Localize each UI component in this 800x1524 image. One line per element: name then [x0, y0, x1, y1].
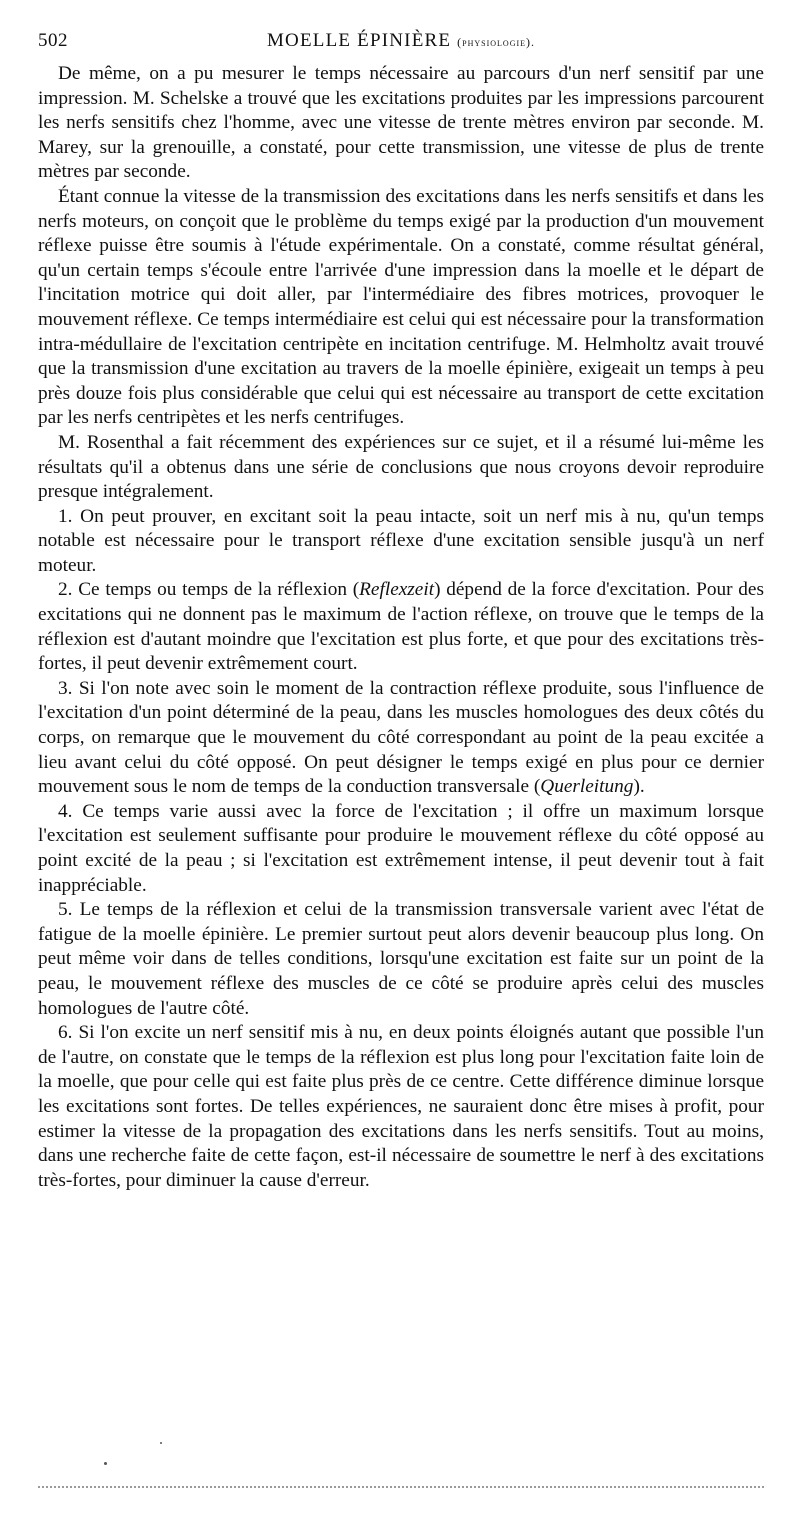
paragraph-reflex-time [38, 185, 764, 431]
conclusion-6 [38, 1021, 764, 1193]
conclusion-2 [38, 578, 764, 676]
german-term: Querleitung [540, 776, 634, 798]
page-number: 502 [38, 30, 68, 51]
running-title-sub: (physiologie). [457, 35, 536, 49]
paragraph-text: On peut prouver, en excitant soit la peau intacte, soit un nerf mis à nu, qu'un temps notable est nécessaire pour le transport réflexe d'une excitation sensible jusqu'à un nerf moteur. [38, 505, 764, 576]
faded-footer-line [38, 1486, 764, 1488]
paragraph-text: De même, on a pu mesurer le temps nécessaire au parcours d'un nerf sensitif par une impression. M. Schelske a trouvé que les excitations produites par les impressions parcourent les nerfs sensitifs chez l'homme, avec une vitesse de trente mètres environ par seconde. M. Marey, sur la grenouille, a constaté, pour cette transmission, une vitesse de plus de trente mètres par seconde. [38, 63, 764, 183]
paragraph-text: M. Rosenthal a fait récemment des expériences sur ce sujet, et il a résumé lui-même les résultats qu'il a obtenus dans une série de conclusions que nous croyons devoir reproduire presque intégralement. [38, 431, 764, 503]
paragraph-text: Si l'on note avec soin le moment de la contraction réflexe produite, sous l'influence de l'excitation d'un point déterminé de la peau, dans les muscles homologues des deux côtés du corps, on remarque que le mouvement du côté correspondant au point de la peau excitée a lieu avant celui du côté opposé. On peut désigner le temps exigé en plus pour ce dernier mouvement sous le nom de temps de la conduction transversale ( [38, 677, 764, 798]
german-term: Reflexzeit [359, 579, 435, 601]
paragraph-text: Ce temps ou temps de la réflexion ( [78, 579, 360, 601]
print-speck [160, 1442, 162, 1444]
conclusion-number: 5. [58, 899, 73, 921]
paragraph-text: Le temps de la réflexion et celui de la transmission transversale varient avec l'état de fatigue de la moelle épinière. Le premier surtout peut alors devenir beaucoup plus long. On peut même voir dans de telles conditions, lorsqu'une excitation est faite sur un point de la peau, le mouvement réflexe des muscles de ce côté se produire après celui des muscles homologues de l'autre côté. [38, 899, 765, 1019]
paragraph-text: Si l'on excite un nerf sensitif mis à nu, en deux points éloignés autant que possible l'un de l'autre, on constate que le temps de la réflexion est plus long pour l'excitation faite loin de la moelle, que pour celle qui est faite plus près de ce centre. Cette différence diminue lorsque les excitations sont fortes. De telles expériences, ne sauraient donc être mises à profit, pour estimer la vitesse de la propagation des excitations dans les nerfs sensitifs. Tout au moins, dans une recherche faite de cette façon, est-il nécessaire de soumettre le nerf à des excitations très-fortes, pour diminuer la cause d'erreur. [38, 1022, 764, 1191]
conclusion-number: 4. [58, 800, 73, 822]
paragraph-text: ). [633, 776, 645, 798]
print-speck [104, 1462, 107, 1465]
conclusion-number: 2. [58, 579, 73, 601]
body-text [38, 62, 764, 1193]
running-title [98, 30, 764, 52]
conclusion-number: 6. [58, 1022, 73, 1044]
conclusion-4 [38, 800, 764, 898]
paragraph-text: ) dépend de la force d'excitation. Pour des excitations qui ne donnent pas le maximum de l'action réflexe, on trouve que le temps de la réflexion est d'autant moindre que l'excitation est plus forte, et que pour des excitations très-fortes, il peut devenir extrêmement court. [38, 579, 764, 675]
paragraph-rosenthal [38, 431, 764, 505]
conclusion-number: 1. [58, 505, 73, 527]
paragraph-text: Étant connue la vitesse de la transmission des excitations dans les nerfs sensitifs et dans les nerfs moteurs, on conçoit que le problème du temps exigé par la production d'un mouvement réflexe puisse être soumis à l'étude expérimentale. On a constaté, comme résultat général, qu'un certain temps s'écoule entre l'arrivée d'une impression dans la moelle et le départ de l'incitation motrice qui doit aller, par l'intermédiaire des fibres motrices, provoquer le mouvement réflexe. Ce temps intermédiaire est celui qui est nécessaire pour la transformation intra-médullaire de l'excitation centripète en incitation centrifuge. M. Helmholtz avait trouvé que la transmission d'une excitation au travers de la moelle épinière, exigeait un temps à peu près douze fois plus considérable que celui qui est nécessaire au transport de cette excitation par les nerfs centripètes et les nerfs centrifuges. [38, 185, 764, 429]
conclusion-5 [38, 898, 764, 1021]
conclusion-3 [38, 677, 764, 800]
running-title-main: MOELLE ÉPINIÈRE [266, 30, 452, 51]
conclusion-1 [38, 505, 764, 579]
running-header [38, 30, 764, 60]
paragraph-nerve-speed [38, 62, 764, 185]
conclusion-number: 3. [58, 677, 73, 699]
book-page [38, 30, 764, 1193]
paragraph-text: Ce temps varie aussi avec la force de l'excitation ; il offre un maximum lorsque l'excitation est seulement suffisante pour produire le mouvement réflexe du côté opposé au point excité de la peau ; si l'excitation est extrêmement intense, il peut devenir tout à fait inappréciable. [38, 800, 764, 896]
